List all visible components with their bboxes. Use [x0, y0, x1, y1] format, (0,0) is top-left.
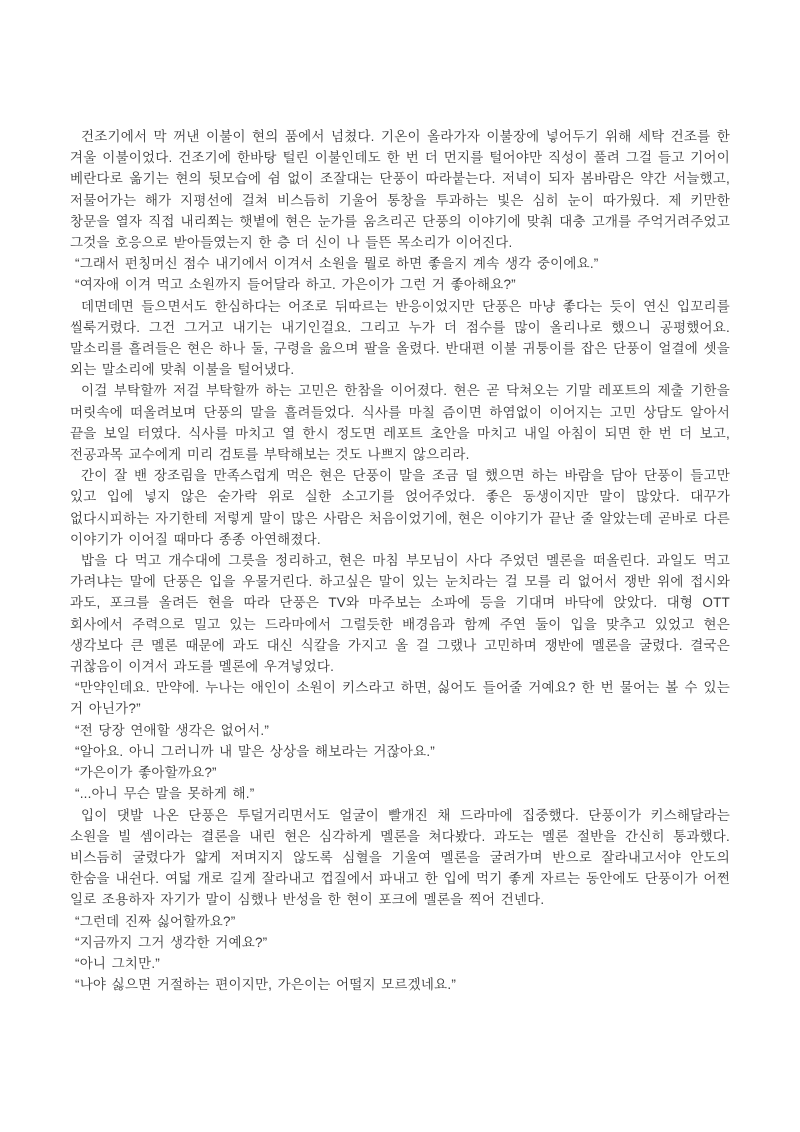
dialogue-line: “전 당장 연애할 생각은 없어서.”: [75, 722, 270, 738]
paragraph: 입이 댓발 나온 단풍은 투덜거리면서도 얼굴이 빨개진 채 드라마에 집중했다. 단풍이가 키스해달라는 소원을 빌 셈이라는 결론을 내린 현은 심각하게 멜론을 쳐다봤다. 과도는 멜론 절반을 간신히 통과했다. 비스듬히 굴렸다가 얇게 저며지지 않도록 심혈을 기울여 멜론을 굴려가며 반으로 잘라내고서야 안도의 한숨을 내쉰다. 여덟 개로 길게 잘라내고 껍질에서 파내고 한 입에 먹기 좋게 자르는 동안에도 단풍이가 어쩐 일로 조용하자 자기가 말이 심했나 반성을 한 현이 포크에 멜론을 찍어 건넨다.: [70, 807, 730, 908]
dialogue-line: “만약인데요. 만약에. 누나는 애인이 소원이 키스라고 하면, 싫어도 들어줄 거예요? 한 번 물어는 볼 수 있는 거 아닌가?”: [70, 680, 730, 717]
paragraph: 건조기에서 막 꺼낸 이불이 현의 품에서 넘쳤다. 기온이 올라가자 이불장에 넣어두기 위해 세탁 건조를 한 겨울 이불이었다. 건조기에 한바탕 털린 이불인데도 한 번 더 먼지를 털어야만 직성이 풀려 그걸 들고 기어이 베란다로 옮기는 현의 뒷모습에 쉼 없이 조잘대는 단풍이 따라붙는다. 저녁이 되자 봄바람은 약간 서늘했고, 저물어가는 해가 지평선에 걸쳐 비스듬히 기울어 통창을 투과하는 빛은 심히 눈이 따가웠다. 제 키만한 창문을 열자 직접 내리쬐는 햇볕에 현은 눈가를 움츠리곤 단풍의 이야기에 맞춰 대충 고개를 주억거려주었고 그것을 호응으로 받아들였는지 한 층 더 신이 나 들뜬 목소리가 이어진다.: [70, 129, 730, 251]
paragraph: 데면데면 들으면서도 한심하다는 어조로 뒤따르는 반응이었지만 단풍은 마냥 좋다는 듯이 연신 입꼬리를 씰룩거렸다. 그건 그거고 내기는 내기인걸요. 그리고 누가 더 점수를 많이 올리나로 했으니 공평했어요. 말소리를 흘려들은 현은 하나 둘, 구령을 읊으며 팔을 올렸다. 반대편 이불 귀퉁이를 잡은 단풍이 얼결에 셋을 외는 말소리에 맞춰 이불을 털어냈다.: [70, 298, 730, 378]
dialogue-line: “그래서 펀칭머신 점수 내기에서 이겨서 소원을 뭘로 하면 좋을지 계속 생각 중이에요.”: [75, 256, 599, 272]
dialogue-line: “알아요. 아니 그러니까 내 말은 상상을 해보라는 거잖아요.”: [75, 743, 435, 759]
paragraph: 밥을 다 먹고 개수대에 그릇을 정리하고, 현은 마침 부모님이 사다 주었던 멜론을 떠올린다. 과일도 먹고 가려냐는 말에 단풍은 입을 우물거린다. 하고싶은 말이 있는 눈치라는 걸 모를 리 없어서 쟁반 위에 접시와 과도, 포크를 올려든 현을 따라 단풍은 TV와 마주보는 소파에 등을 기대며 바닥에 앉았다. 대형 OTT 회사에서 주력으로 밀고 있는 드라마에서 그럴듯한 배경음과 함께 주연 둘이 입을 맞추고 있었고 현은 생각보다 큰 멜론 때문에 과도 대신 식칼을 가지고 올 걸 그랬나 고민하며 쟁반에 멜론을 굴렸다. 결국은 귀찮음이 이겨서 과도를 멜론에 우겨넣었다.: [70, 553, 730, 675]
dialogue-line: “나야 싫으면 거절하는 편이지만, 가은이는 어떨지 모르겠네요.”: [75, 977, 457, 993]
dialogue-line: “가은이가 좋아할까요?”: [75, 765, 217, 781]
paragraph: 이걸 부탁할까 저걸 부탁할까 하는 고민은 한참을 이어졌다. 현은 곧 닥쳐오는 기말 레포트의 제출 기한을 머릿속에 떠올려보며 단풍의 말을 흘려들었다. 식사를 마칠 즘이면 하염없이 이어지는 고민 상담도 알아서 끝을 보일 터였다. 식사를 마치고 열 한시 정도면 레포트 초안을 마치고 내일 아침이 되면 한 번 더 보고, 전공과목 교수에게 미리 검토를 부탁해보는 것도 나쁘지 않으리라.: [70, 383, 730, 463]
dialogue-line: “여자애 이겨 먹고 소원까지 들어달라 하고. 가은이가 그런 거 좋아해요?”: [75, 277, 516, 293]
dialogue-line: “지금까지 그거 생각한 거예요?”: [75, 934, 268, 950]
dialogue-line: “아니 그치만.”: [75, 955, 160, 971]
dialogue-line: “...아니 무슨 말을 못하게 해.”: [75, 786, 255, 802]
paragraph: 간이 잘 밴 장조림을 만족스럽게 먹은 현은 단풍이 말을 조금 덜 했으면 하는 바람을 담아 단풍이 들고만 있고 입에 넣지 않은 숟가락 위로 실한 소고기를 얹어주었다. 좋은 동생이지만 말이 많았다. 대꾸가 없다시피하는 자기한테 저렇게 말이 많은 사람은 처음이었기에, 현은 이야기가 끝난 줄 알았는데 곧바로 다른 이야기가 이어질 때마다 종종 아연해졌다.: [70, 468, 730, 547]
dialogue-line: “그런데 진짜 싫어할까요?”: [75, 913, 236, 929]
